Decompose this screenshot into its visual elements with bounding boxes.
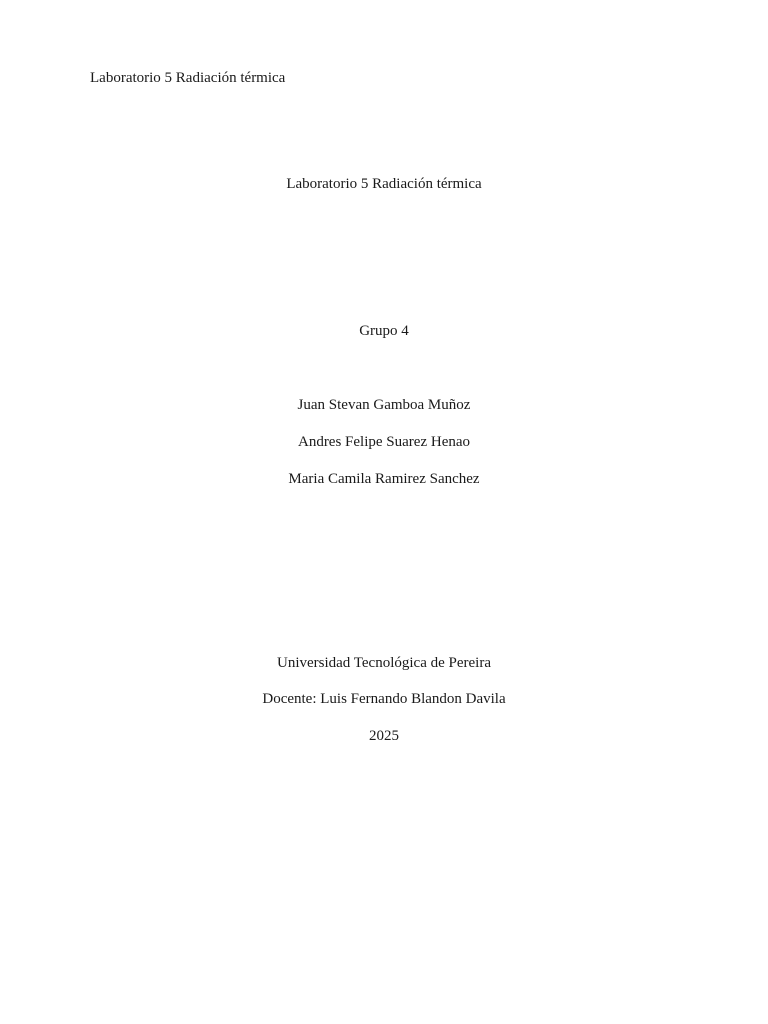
running-head: Laboratorio 5 Radiación térmica (90, 70, 286, 86)
group-label: Grupo 4 (359, 323, 409, 339)
author-name: Andres Felipe Suarez Henao (297, 434, 471, 450)
author-name: Juan Stevan Gamboa Muñoz (297, 397, 471, 413)
author-name: Maria Camila Ramirez Sanchez (288, 471, 480, 487)
document-title: Laboratorio 5 Radiación térmica (286, 176, 482, 192)
teacher-name: Docente: Luis Fernando Blandon Davila (262, 691, 506, 707)
university-name: Universidad Tecnológica de Pereira (276, 655, 491, 671)
document-year: 2025 (369, 728, 399, 744)
